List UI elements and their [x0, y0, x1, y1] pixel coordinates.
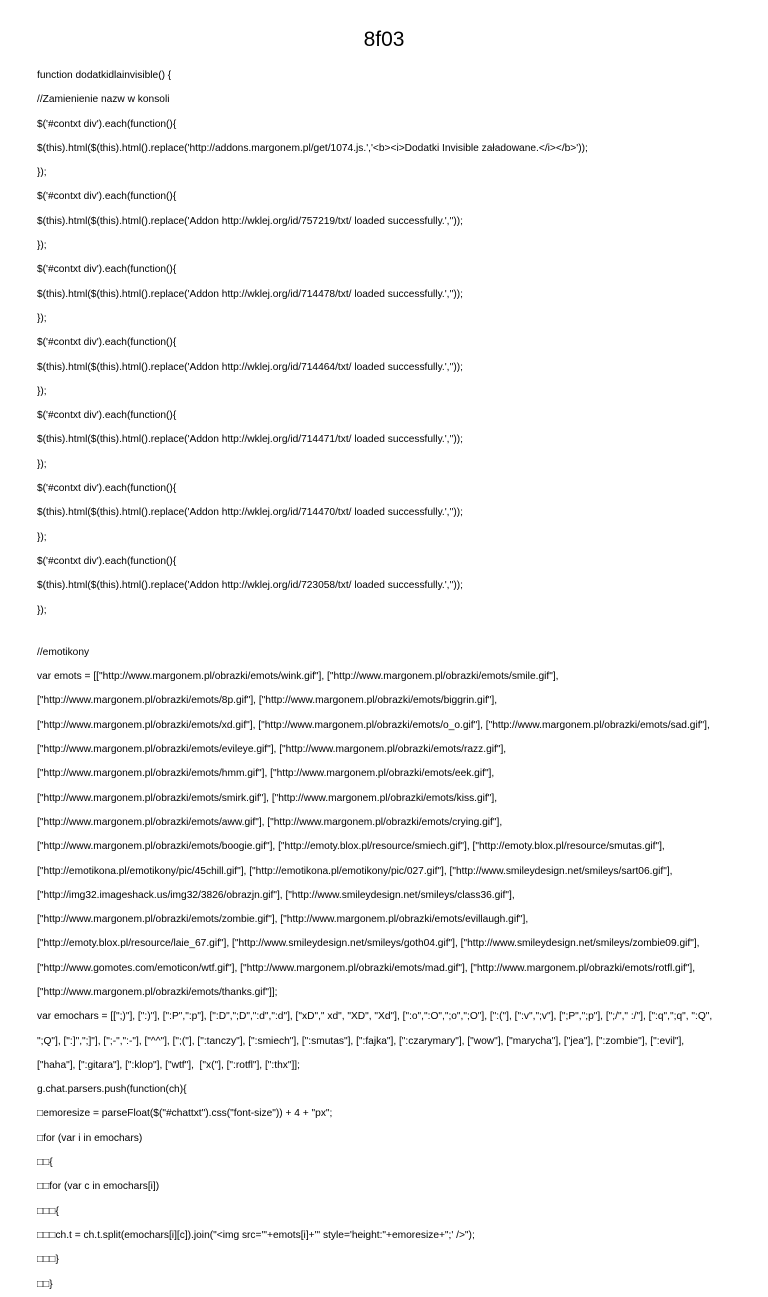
code-line: $('#contxt div').each(function(){	[37, 410, 177, 422]
code-block	[37, 64, 759, 1297]
code-line: //Zamienienie nazw w konsoli	[37, 94, 170, 106]
code-line: ["http://www.margonem.pl/obrazki/emots/boogie.gif"], ["http://emoty.blox.pl/resource/smiech.gif"], ["http://emoty.blox.pl/resource/smutas.gif"],	[37, 841, 665, 853]
code-line: });	[37, 312, 47, 324]
code-line: □for (var i in emochars)	[37, 1132, 143, 1144]
code-line: g.chat.parsers.push(function(ch){	[37, 1084, 187, 1096]
code-line: □□□}	[37, 1254, 59, 1266]
code-line: □□{	[37, 1157, 53, 1169]
code-line: });	[37, 167, 47, 179]
code-line: var emochars = [[";)"], [":)"], [":P",":p"], [":D",";D",":d",":d"], ["xD"," xd", "XD", "Xd"], [":o",":O",";o",";O"], [":("], [":v",";v"], [";P",";p"], [";/"," :/"], [":q",";q", ":Q",	[37, 1011, 713, 1023]
code-line: $('#contxt div').each(function(){	[37, 118, 177, 130]
code-line: ["http://www.margonem.pl/obrazki/emots/xd.gif"], ["http://www.margonem.pl/obrazki/emots/o_o.gif"], ["http://www.margonem.pl/obrazki/emots/sad.gif"],	[37, 719, 710, 731]
blank-line	[37, 623, 759, 641]
code-line: ";Q"], [":]",";]"], [";-",":-"], ["^^"], [";("], [":tanczy"], [":smiech"], [":smutas"], [":fajka"], [":czarymary"], ["wow"], ["marycha"], ["jea"], [":zombie"], [":evil"],	[37, 1035, 685, 1047]
code-line: var emots = [["http://www.margonem.pl/obrazki/emots/wink.gif"], ["http://www.margonem.pl/obrazki/emots/smile.gif"],	[37, 671, 559, 683]
code-line: $('#contxt div').each(function(){	[37, 337, 177, 349]
code-line: ["http://www.margonem.pl/obrazki/emots/thanks.gif"]];	[37, 986, 278, 998]
code-line: function dodatkidlainvisible() {	[37, 70, 172, 81]
code-line: $(this).html($(this).html().replace('Addon http://wklej.org/id/757219/txt/ loaded successfully.',''));	[37, 215, 464, 227]
code-line: □emoresize = parseFloat($("#chattxt").css("font-size")) + 4 + "px";	[37, 1108, 333, 1120]
code-line: $('#contxt div').each(function(){	[37, 264, 177, 276]
code-line: ["http://www.margonem.pl/obrazki/emots/hmm.gif"], ["http://www.margonem.pl/obrazki/emots/eek.gif"],	[37, 768, 495, 780]
code-line: □□}	[37, 1278, 53, 1290]
code-line: $(this).html($(this).html().replace('Addon http://wklej.org/id/714464/txt/ loaded successfully.',''));	[37, 361, 464, 373]
code-line: });	[37, 458, 47, 470]
code-line: //emotikony	[37, 646, 90, 658]
code-line: $(this).html($(this).html().replace('Addon http://wklej.org/id/714471/txt/ loaded successfully.',''));	[37, 434, 464, 446]
code-line: □□□{	[37, 1205, 59, 1217]
code-line: ["http://www.margonem.pl/obrazki/emots/8p.gif"], ["http://www.margonem.pl/obrazki/emots/biggrin.gif"],	[37, 695, 498, 707]
code-line: $('#contxt div').each(function(){	[37, 555, 177, 567]
code-line: ["http://emoty.blox.pl/resource/laie_67.gif"], ["http://www.smileydesign.net/smileys/goth04.gif"], ["http://www.smileydesign.net/smileys/zombie09.gif"],	[37, 938, 700, 950]
code-line: ["http://www.margonem.pl/obrazki/emots/zombie.gif"], ["http://www.margonem.pl/obrazki/emots/evillaugh.gif"],	[37, 914, 529, 926]
code-line: });	[37, 531, 47, 543]
code-line: ["http://www.gomotes.com/emoticon/wtf.gif"], ["http://www.margonem.pl/obrazki/emots/mad.gif"], ["http://www.margonem.pl/obrazki/emots/rotfl.gif"],	[37, 962, 696, 974]
code-line: ["http://www.margonem.pl/obrazki/emots/smirk.gif"], ["http://www.margonem.pl/obrazki/emots/kiss.gif"],	[37, 792, 498, 804]
code-line: □□□ch.t = ch.t.split(emochars[i][c]).join("<img src='"+emots[i]+"' style='height:"+emoresize+";' />");	[37, 1229, 475, 1241]
code-line: $('#contxt div').each(function(){	[37, 483, 177, 495]
code-line: $(this).html($(this).html().replace('Addon http://wklej.org/id/723058/txt/ loaded successfully.',''));	[37, 580, 464, 592]
code-line: });	[37, 240, 47, 252]
code-line: });	[37, 604, 47, 616]
code-line: $(this).html($(this).html().replace('http://addons.margonem.pl/get/1074.js.','<b><i>Dodatki Invisible załadowane.</i></b>'));	[37, 142, 588, 154]
code-line: $(this).html($(this).html().replace('Addon http://wklej.org/id/714478/txt/ loaded successfully.',''));	[37, 288, 464, 300]
code-line: });	[37, 385, 47, 397]
code-line: □□for (var c in emochars[i])	[37, 1181, 160, 1193]
code-line: ["http://emotikona.pl/emotikony/pic/45chill.gif"], ["http://emotikona.pl/emotikony/pic/027.gif"], ["http://www.smileydesign.net/smileys/sart06.gif"],	[37, 865, 673, 877]
page-title: 8f03	[363, 28, 405, 51]
code-line: ["http://www.margonem.pl/obrazki/emots/aww.gif"], ["http://www.margonem.pl/obrazki/emots/crying.gif"],	[37, 816, 503, 828]
code-line: $(this).html($(this).html().replace('Addon http://wklej.org/id/714470/txt/ loaded successfully.',''));	[37, 507, 464, 519]
code-line: $('#contxt div').each(function(){	[37, 191, 177, 203]
code-line: ["http://img32.imageshack.us/img32/3826/obrazjn.gif"], ["http://www.smileydesign.net/smileys/class36.gif"],	[37, 889, 515, 901]
code-line: ["haha"], [":gitara"], [":klop"], ["wtf"], ["x("], [":rotfl"], [":thx"]];	[37, 1059, 300, 1071]
code-line: ["http://www.margonem.pl/obrazki/emots/evileye.gif"], ["http://www.margonem.pl/obrazki/emots/razz.gif"],	[37, 744, 507, 756]
